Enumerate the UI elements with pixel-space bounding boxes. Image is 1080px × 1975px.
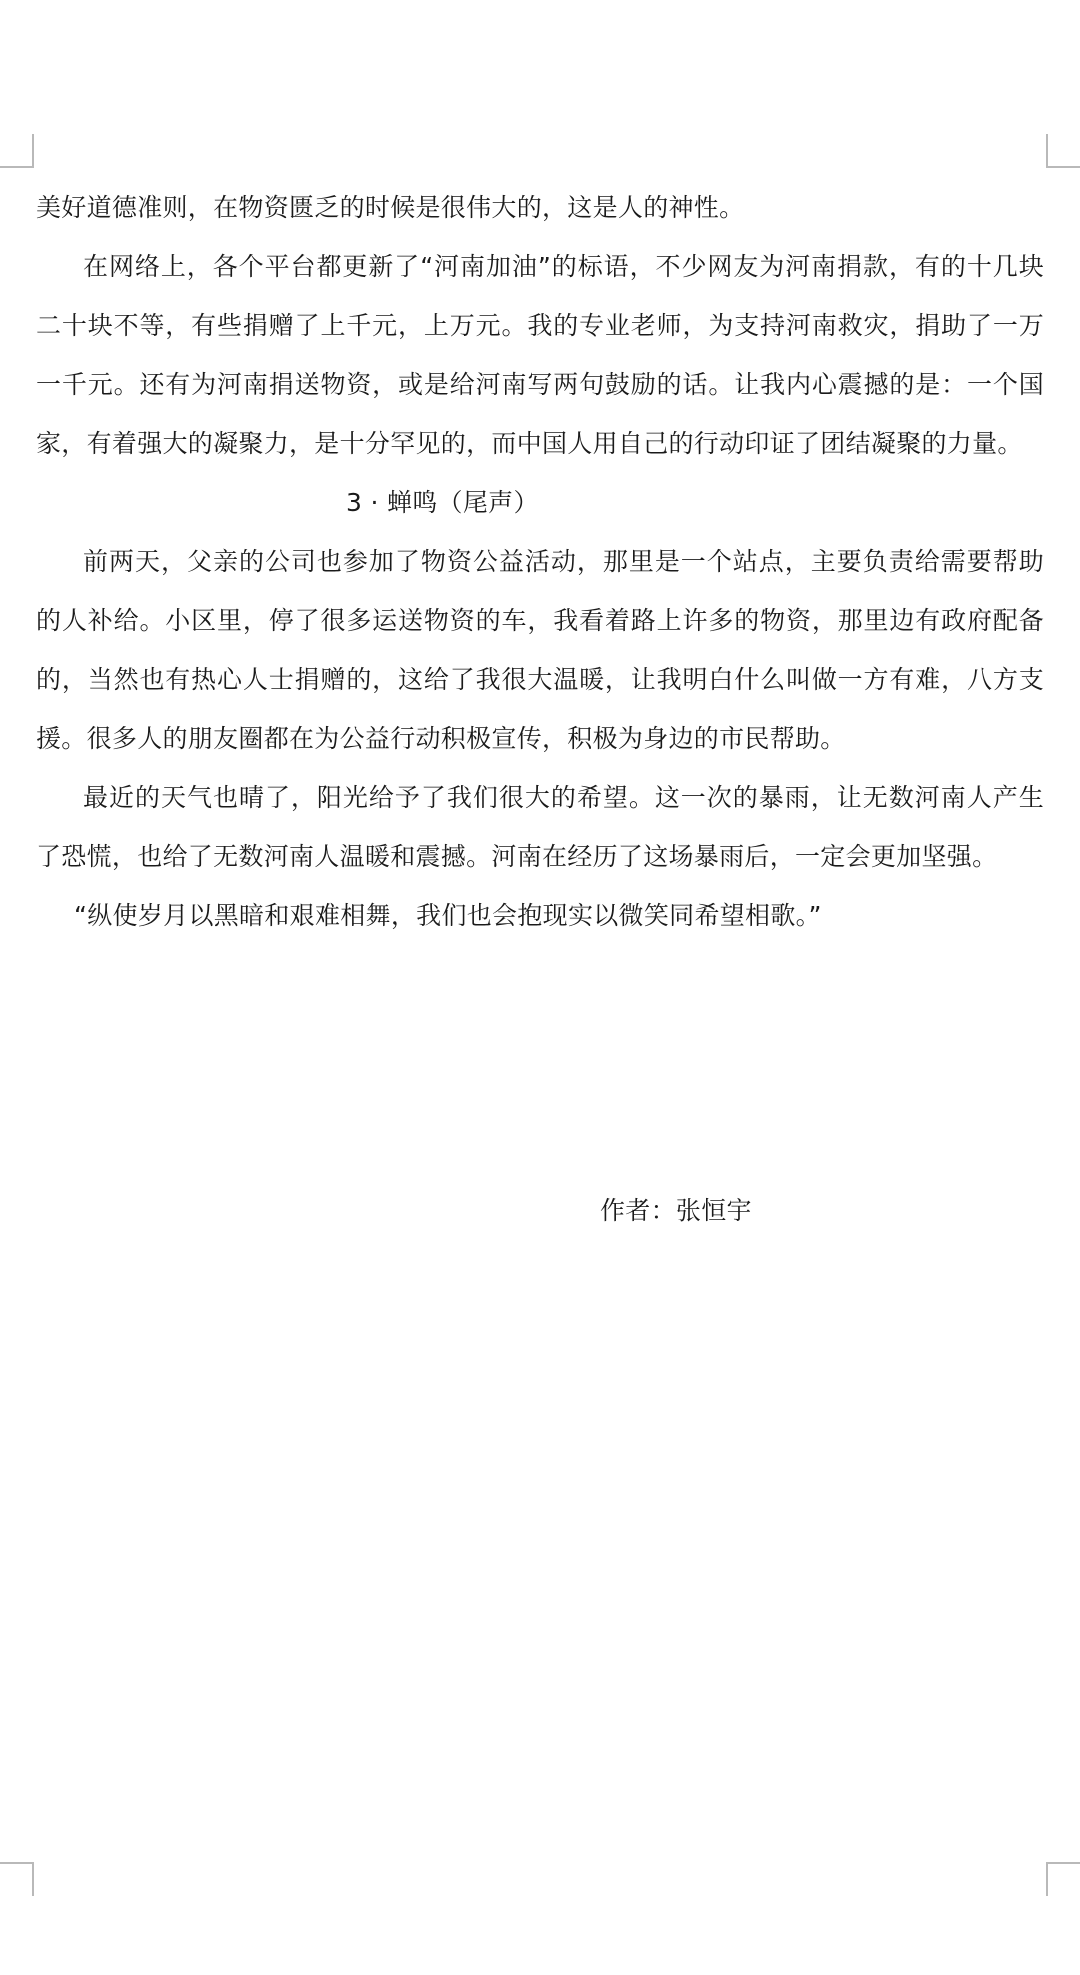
section-heading: 3 · 蝉鸣（尾声） bbox=[346, 488, 539, 517]
corner-mark-bottom-right bbox=[1046, 1862, 1080, 1896]
paragraph-online-support: 在网络上，各个平台都更新了“河南加油”的标语，不少网友为河南捐款，有的十几块二十块不等，有些捐赠了上千元，上万元。我的专业老师，为支持河南救灾，捐助了一万一千元。还有为河南捐送物资，或是给河南写两句鼓励的话。让我内心震撼的是：一个国家，有着强大的凝聚力，是十分罕见的，而中国人用自己的行动印证了团结凝聚的力量。 bbox=[36, 252, 1044, 458]
corner-mark-top-left bbox=[0, 134, 34, 168]
paragraph-weather: 最近的天气也晴了，阳光给予了我们很大的希望。这一次的暴雨，让无数河南人产生了恐慌，也给了无数河南人温暖和震撼。河南在经历了这场暴雨后，一定会更加坚强。 bbox=[36, 783, 1044, 871]
paragraph-continuation: 美好道德准则，在物资匮乏的时候是很伟大的，这是人的神性。 bbox=[36, 193, 745, 222]
closing-quote: “纵使岁月以黑暗和艰难相舞，我们也会抱现实以微笑同希望相歌。” bbox=[74, 901, 822, 930]
document-body bbox=[36, 178, 1044, 945]
author-line: 作者：张恒宇 bbox=[600, 1196, 752, 1225]
corner-mark-bottom-left bbox=[0, 1862, 34, 1896]
corner-mark-top-right bbox=[1046, 134, 1080, 168]
paragraph-father-company: 前两天，父亲的公司也参加了物资公益活动，那里是一个站点，主要负责给需要帮助的人补给。小区里，停了很多运送物资的车，我看着路上许多的物资，那里边有政府配备的，当然也有热心人士捐赠的，这给了我很大温暖，让我明白什么叫做一方有难，八方支援。很多人的朋友圈都在为公益行动积极宣传，积极为身边的市民帮助。 bbox=[36, 547, 1044, 753]
